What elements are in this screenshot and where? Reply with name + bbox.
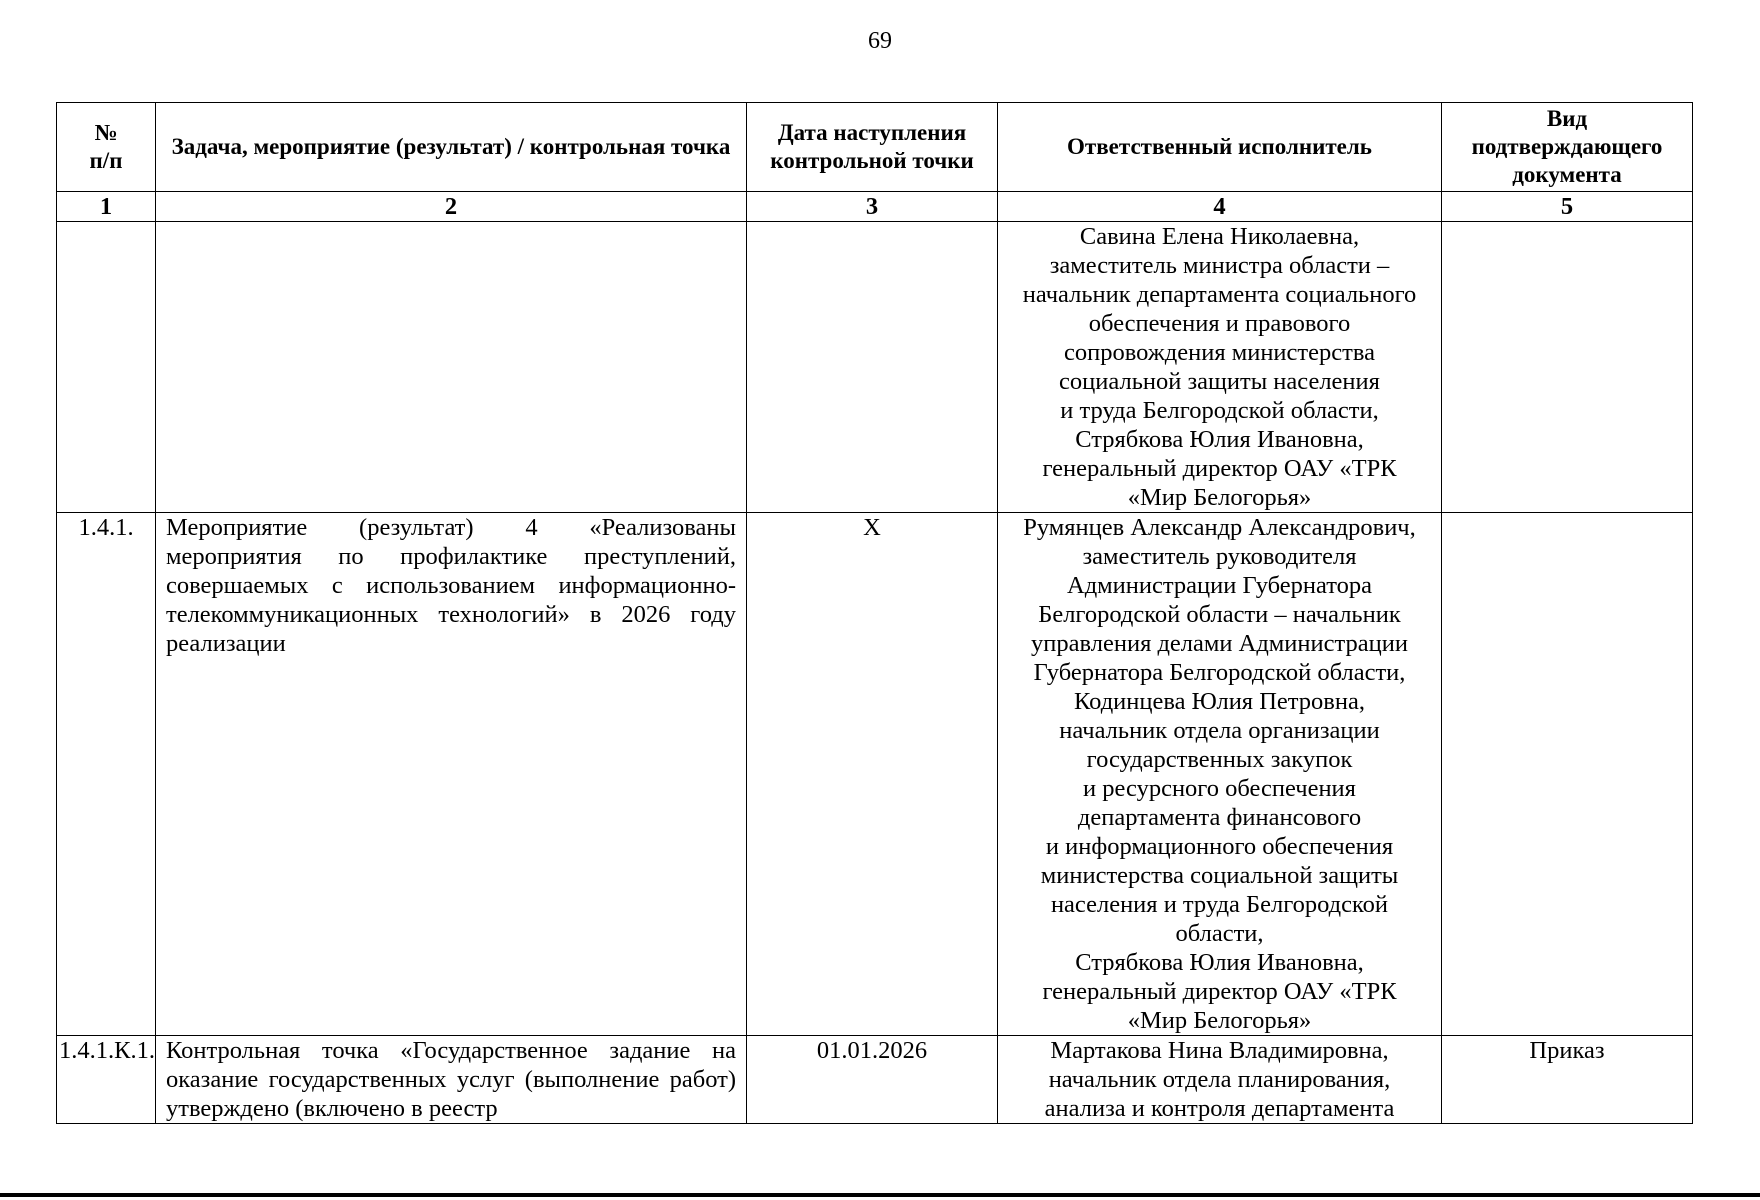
table-row (57, 222, 1693, 513)
row-number (57, 222, 156, 513)
header-number: № п/п (57, 103, 156, 192)
row-document (1442, 513, 1693, 1036)
header-task: Задача, мероприятие (результат) / контрольная точка (156, 103, 747, 192)
column-number: 4 (998, 192, 1442, 222)
row-date (747, 222, 998, 513)
header-date: Дата наступления контрольной точки (747, 103, 998, 192)
column-number: 5 (1442, 192, 1693, 222)
table-row (57, 1036, 1693, 1124)
row-number: 1.4.1. (57, 513, 156, 1036)
row-task: Контрольная точка «Государственное задание на оказание государственных услуг (выполнение работ) утверждено (включено в реестр (156, 1036, 747, 1124)
page-number: 69 (868, 28, 892, 54)
row-number: 1.4.1.К.1. (57, 1036, 156, 1124)
header-responsible: Ответственный исполнитель (998, 103, 1442, 192)
table-row (57, 513, 1693, 1036)
table-header-row (57, 103, 1693, 192)
row-responsible: Мартакова Нина Владимировна, начальник отдела планирования, анализа и контроля департамента (998, 1036, 1442, 1124)
row-task (156, 222, 747, 513)
control-points-table (56, 102, 1693, 1124)
header-document: Вид подтверждающего документа (1442, 103, 1693, 192)
column-number: 2 (156, 192, 747, 222)
column-numbers-row (57, 192, 1693, 222)
row-date: X (747, 513, 998, 1036)
column-number: 1 (57, 192, 156, 222)
row-date: 01.01.2026 (747, 1036, 998, 1124)
row-document: Приказ (1442, 1036, 1693, 1124)
row-document (1442, 222, 1693, 513)
page-bottom-rule (0, 1193, 1760, 1197)
row-responsible: Румянцев Александр Александрович, заместитель руководителя Администрации Губернатора Белгородской области – начальник управления делами Администрации Губернатора Белгородской области, Кодинцева Юлия Петровна, начальник отдела организации государственных закупок и ресурсного обеспечения департамента финансового и информационного обеспечения министерства социальной защиты населения и труда Белгородской области, Стрябкова Юлия Ивановна, генеральный директор ОАУ «ТРК «Мир Белогорья» (998, 513, 1442, 1036)
row-task: Мероприятие (результат) 4 «Реализованы мероприятия по профилактике преступлений, совершаемых с использованием информационно-телекоммуникационных технологий» в 2026 году реализации (156, 513, 747, 1036)
row-responsible: Савина Елена Николаевна, заместитель министра области – начальник департамента социального обеспечения и правового сопровождения министерства социальной защиты населения и труда Белгородской области, Стрябкова Юлия Ивановна, генеральный директор ОАУ «ТРК «Мир Белогорья» (998, 222, 1442, 513)
column-number: 3 (747, 192, 998, 222)
